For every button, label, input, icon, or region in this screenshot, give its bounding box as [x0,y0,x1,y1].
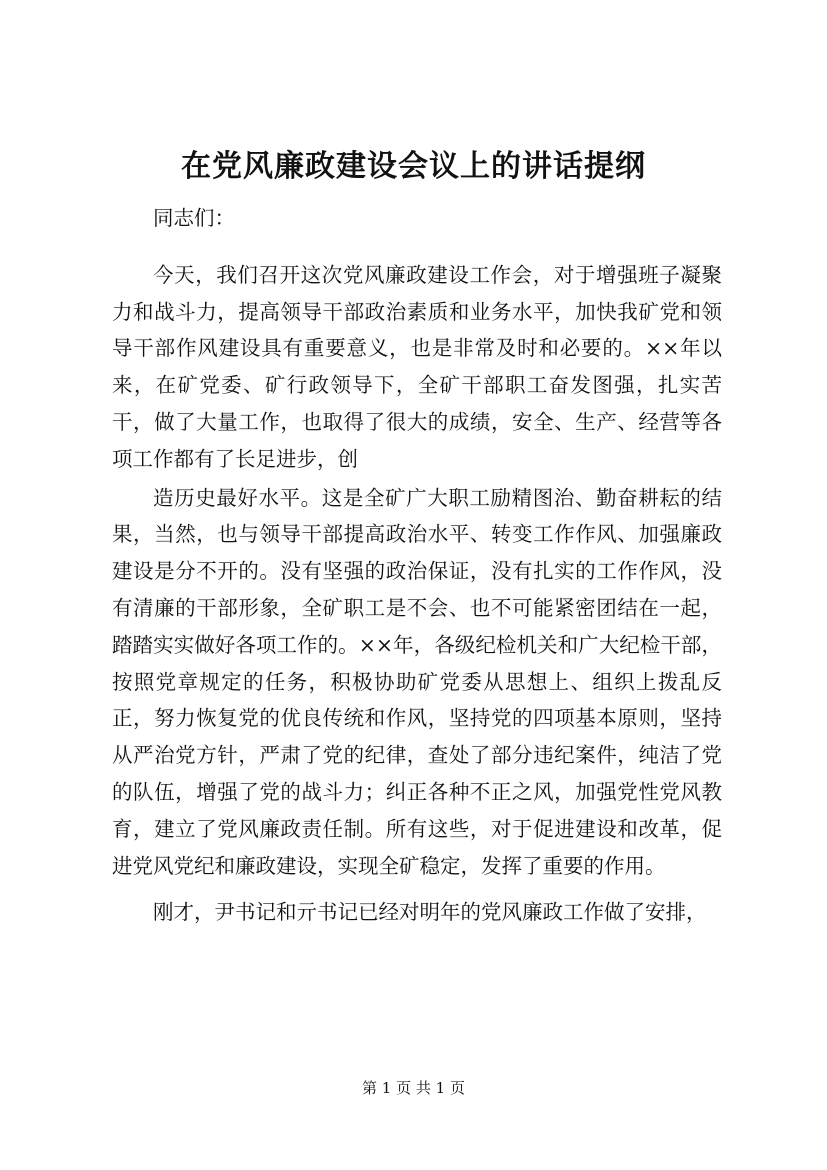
paragraph-3: 刚才，尹书记和亓书记已经对明年的党风廉政工作做了安排， [153,900,707,925]
document-title: 在党风廉政建设会议上的讲话提纲 [181,149,646,184]
salutation: 同志们： [153,206,235,230]
page-number-footer: 第 1 页 共 1 页 [362,1079,465,1097]
paragraph-2: 造历史最好水平。这是全矿广大职工励精图治、勤奋耕耘的结果，当然，也与领导干部提高政治水平、转变工作作风、加强廉政建设是分不开的。没有坚强的政治保证，没有扎实的工作作风，没有清廉的干部形象，全矿职工是不会、也不可能紧密团结在一起，踏踏实实做好各项工作的。××年，各级纪检机关和广大纪检干部，按照党章规定的任务，积极协助矿党委从思想上、组织上拨乱反正，努力恢复党的优良传统和作风，坚持党的四项基本原则，坚持从严治党方针，严肃了党的纪律，查处了部分违纪案件，纯洁了党的队伍，增强了党的战斗力；纠正各种不正之风，加强党性党风教育，建立了党风廉政责任制。所有这些，对于促进建设和改革，促进党风党纪和廉政建设，实现全矿稳定，发挥了重要的作用。 [112,485,722,878]
document-body [112,200,722,931]
paragraph-1: 今天，我们召开这次党风廉政建设工作会，对于增强班子凝聚力和战斗力，提高领导干部政治素质和业务水平，加快我矿党和领导干部作风建设具有重要意义，也是非常及时和必要的。××年以来，在矿党委、矿行政领导下，全矿干部职工奋发图强，扎实苦干，做了大量工作，也取得了很大的成绩，安全、生产、经营等各项工作都有了长足进步，创 [112,262,722,471]
